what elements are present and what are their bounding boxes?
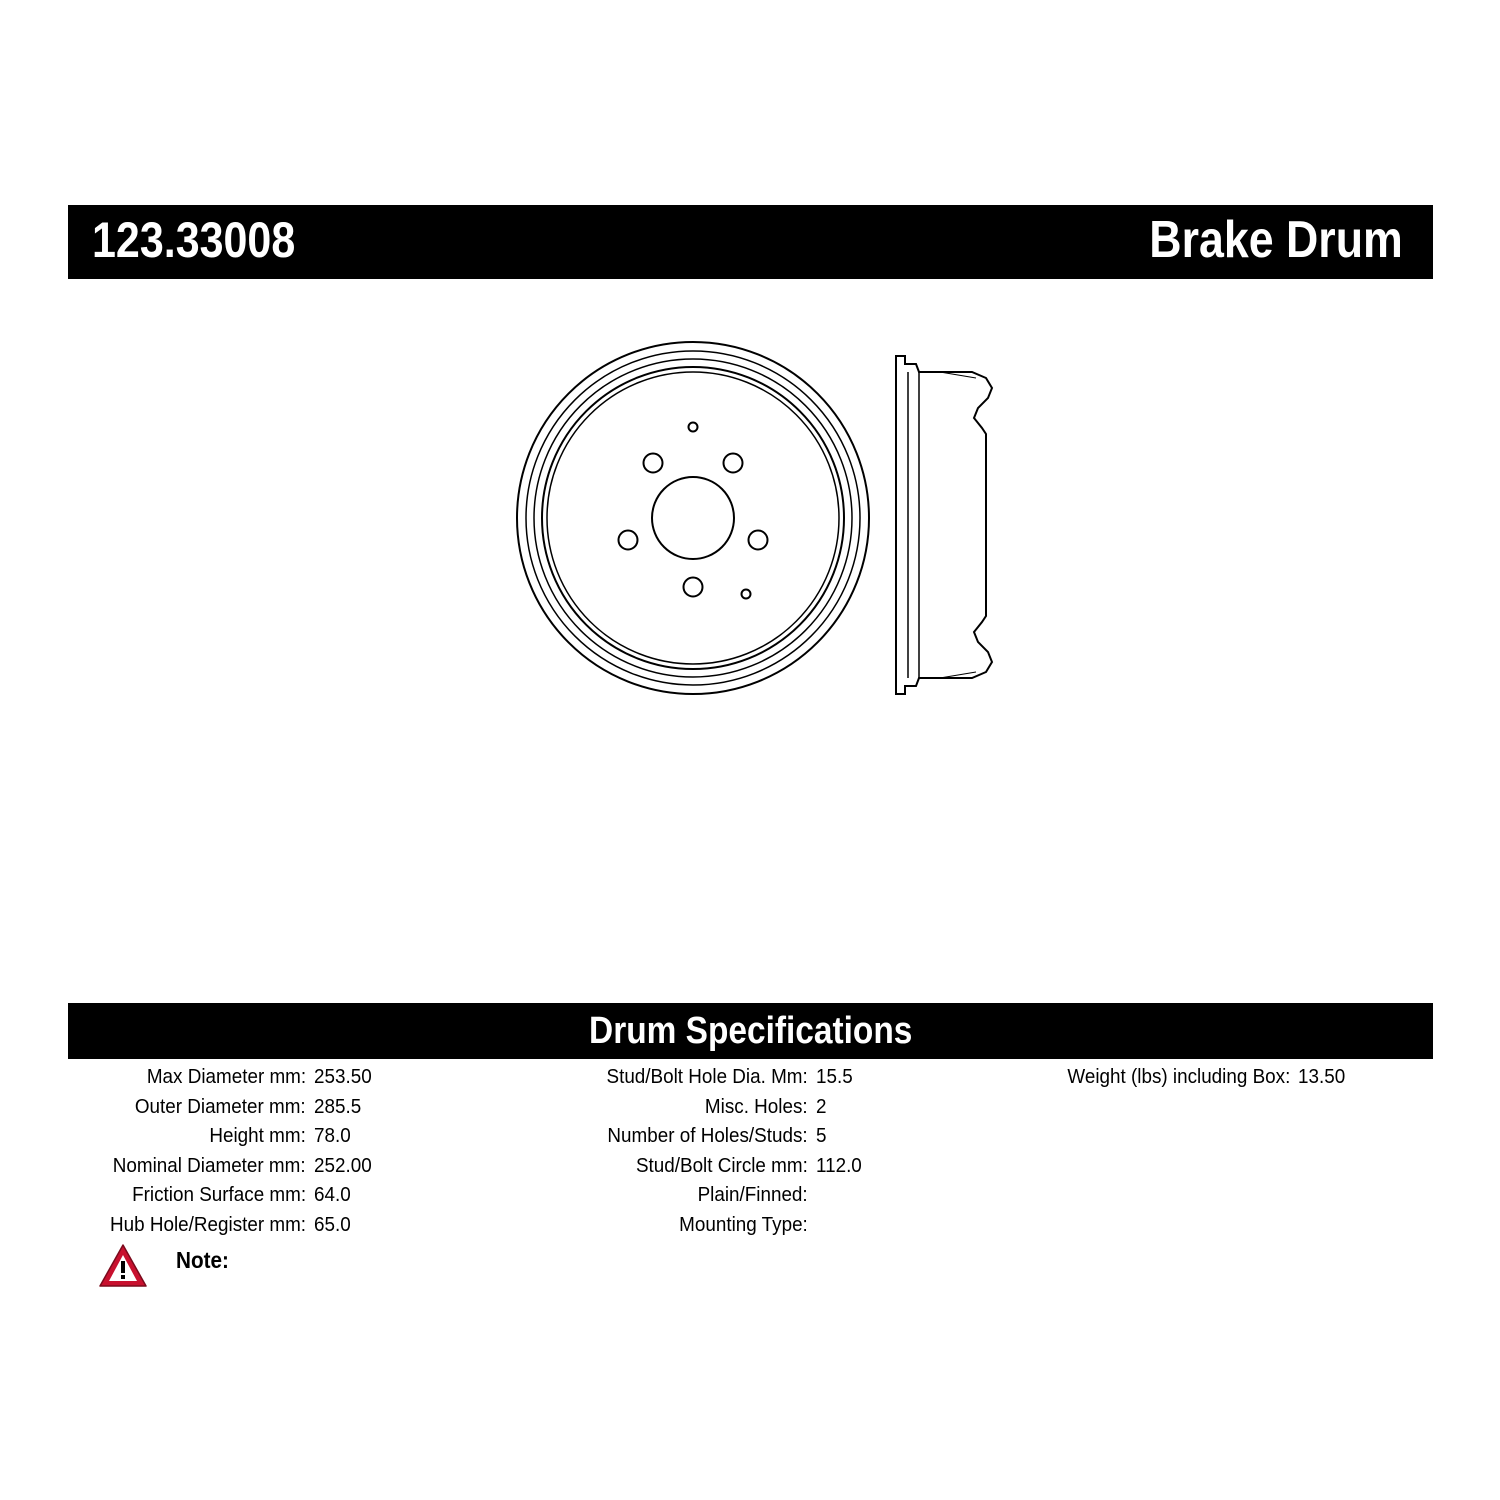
spec-header-bar [68, 1003, 1433, 1059]
drum-side-profile [896, 356, 992, 694]
spec-value: 252.00 [314, 1153, 372, 1177]
warning-icon [98, 1243, 148, 1289]
part-type: Brake Drum [1149, 211, 1403, 269]
spec-value: 15.5 [816, 1065, 853, 1088]
misc-hole-bottom [742, 590, 751, 599]
spec-label: Stud/Bolt Circle mm: [636, 1153, 808, 1177]
spec-label: Max Diameter mm: [146, 1065, 306, 1088]
spec-value: 285.5 [314, 1094, 362, 1118]
drum-friction-edge [542, 367, 844, 669]
spec-row [0, 1123, 827, 1153]
spec-title: Drum Specifications [588, 1010, 913, 1052]
misc-hole-top [689, 423, 698, 432]
spec-row [0, 1153, 862, 1183]
spec-value: 65.0 [314, 1212, 351, 1236]
spec-label: Stud/Bolt Hole Dia. Mm: [606, 1065, 808, 1088]
spec-row [0, 1212, 808, 1242]
spec-label: Misc. Holes: [705, 1094, 808, 1118]
spec-value: 5 [816, 1124, 827, 1148]
spec-label: Plain/Finned: [697, 1183, 808, 1207]
part-number: 123.33008 [92, 212, 296, 268]
spec-value: 64.0 [314, 1183, 351, 1207]
spec-column-3 [0, 1064, 1346, 1094]
spec-label: Mounting Type: [679, 1212, 808, 1236]
spec-row [0, 1182, 808, 1212]
spec-value: 112.0 [816, 1153, 862, 1177]
spec-label: Nominal Diameter mm: [113, 1153, 306, 1177]
spec-value: 2 [816, 1094, 827, 1118]
spec-row [0, 1094, 827, 1124]
stud-hole-3 [749, 531, 768, 550]
stud-hole-2 [724, 454, 743, 473]
spec-label: Weight (lbs) including Box: [1067, 1065, 1290, 1088]
note-label: Note: [176, 1247, 229, 1273]
spec-label: Number of Holes/Studs: [607, 1124, 808, 1148]
spec-value: 13.50 [1298, 1065, 1346, 1088]
drum-rim-ring-inner [534, 359, 852, 677]
spec-row [0, 1064, 1346, 1094]
spec-label: Friction Surface mm: [132, 1183, 306, 1207]
drum-side-inner [908, 372, 919, 678]
stud-hole-4 [684, 578, 703, 597]
drum-rim-ring [526, 351, 860, 685]
stud-hole-5 [619, 531, 638, 550]
spec-value: 253.50 [314, 1065, 372, 1088]
drum-side-hatch [940, 372, 976, 678]
drum-friction-edge-inner [547, 372, 839, 664]
brake-drum-drawing [500, 330, 1020, 710]
stud-hole-1 [644, 454, 663, 473]
spec-label: Outer Diameter mm: [135, 1094, 306, 1118]
drum-side-view [896, 356, 992, 694]
header-bar [68, 205, 1433, 279]
spec-label: Hub Hole/Register mm: [109, 1212, 306, 1236]
hub-hole [652, 477, 734, 559]
spec-value: 78.0 [314, 1124, 351, 1148]
spec-label: Height mm: [209, 1124, 306, 1148]
drum-front-view [517, 342, 869, 694]
drum-outer-rim [517, 342, 869, 694]
